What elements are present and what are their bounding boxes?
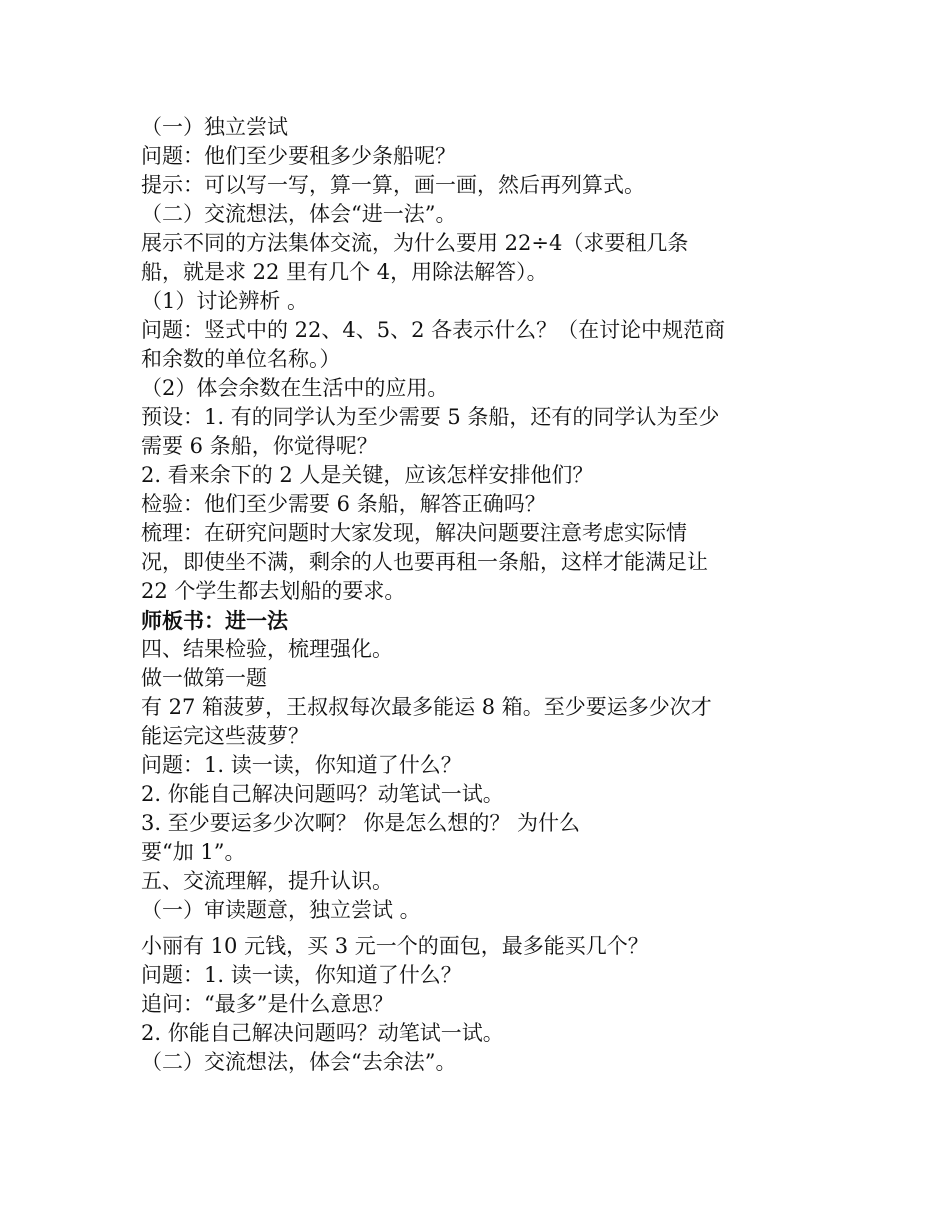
section-heading-five: 五、交流理解，提升认识。 [141, 869, 393, 893]
paragraph-line: 船，就是求 22 里有几个 4，用除法解答）。 [141, 260, 548, 284]
paragraph-line: 问题：他们至少要租多少条船呢？ [141, 144, 456, 168]
paragraph-line: 提示：可以写一写，算一算，画一画，然后再列算式。 [141, 173, 645, 197]
paragraph-line: 需要 6 条船，你觉得呢？ [141, 434, 378, 458]
heading-exchange-ideas-remainder: （二）交流想法，体会“去余法”。 [141, 1050, 457, 1074]
paragraph-line: 问题：1. 读一读，你知道了什么？ [141, 753, 462, 777]
paragraph-line: 梳理：在研究问题时大家发现，解决问题要注意考虑实际情 [141, 521, 687, 545]
paragraph-line: 展示不同的方法集体交流，为什么要用 22÷4（求要租几条 [141, 231, 689, 255]
paragraph-line: 能运完这些菠萝？ [141, 724, 309, 748]
problem-statement: 小丽有 10 元钱，买 3 元一个的面包，最多能买几个？ [141, 934, 649, 958]
paragraph-line: 问题：竖式中的 22、4、5、2 各表示什么？（在讨论中规范商 [141, 318, 726, 342]
paragraph-line: 和余数的单位名称。） [141, 347, 341, 371]
paragraph-line: 2. 看来余下的 2 人是关键，应该怎样安排他们？ [141, 463, 594, 487]
paragraph-line: 要“加 1”。 [141, 840, 246, 864]
exercise-title: 做一做第一题 [141, 666, 267, 690]
subheading-application: （2）体会余数在生活中的应用。 [141, 376, 449, 400]
paragraph-line: 有 27 箱菠萝，王叔叔每次最多能运 8 箱。至少要运多少次才 [141, 695, 712, 719]
section-heading-four: 四、结果检验，梳理强化。 [141, 637, 393, 661]
subheading-read-problem: （一）审读题意，独立尝试 。 [141, 898, 421, 922]
paragraph-line: 预设：1. 有的同学认为至少需要 5 条船，还有的同学认为至少 [141, 405, 720, 429]
paragraph-line: 问题：1. 读一读，你知道了什么？ [141, 963, 462, 987]
paragraph-line: 3. 至少要运多少次啊？ 你是怎么想的？ 为什么 [141, 811, 581, 835]
document-body [141, 113, 821, 1077]
board-writing-label: 师板书：进一法 [141, 608, 288, 633]
subheading-discussion: （1）讨论辨析 。 [141, 289, 309, 313]
paragraph-line: 追问：“最多”是什么意思？ [141, 992, 394, 1016]
paragraph-line: 况，即使坐不满，剩余的人也要再租一条船，这样才能满足让 [141, 550, 708, 574]
paragraph-line: 检验：他们至少需要 6 条船，解答正确吗？ [141, 492, 546, 516]
heading-independent-try: （一）独立尝试 [141, 115, 288, 139]
paragraph-line: 22 个学生都去划船的要求。 [141, 579, 406, 603]
paragraph-line: 2. 你能自己解决问题吗？动笔试一试。 [141, 782, 504, 806]
heading-exchange-ideas: （二）交流想法，体会“进一法”。 [141, 202, 457, 226]
paragraph-line: 2. 你能自己解决问题吗？动笔试一试。 [141, 1021, 504, 1045]
